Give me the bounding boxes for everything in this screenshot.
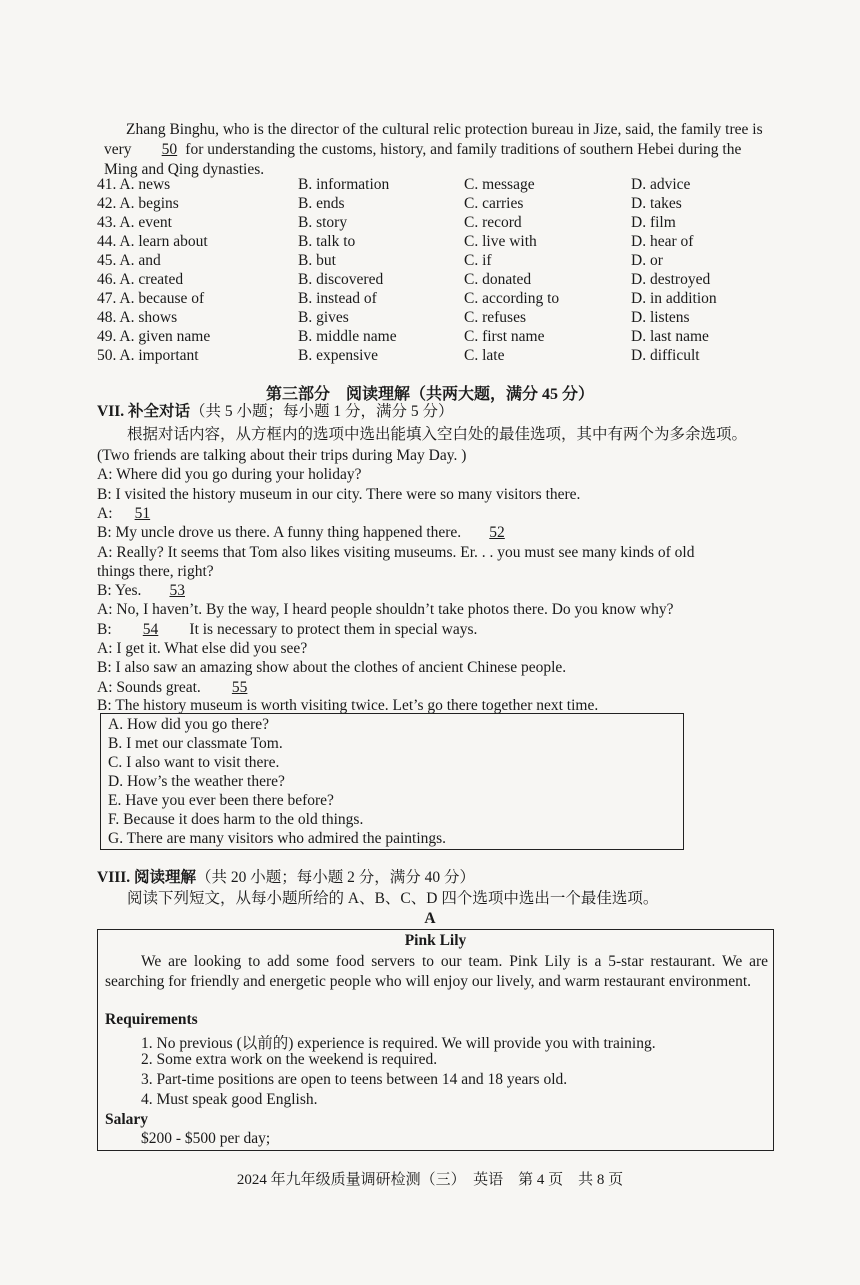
requirement-item: 1. No previous (以前的) experience is required. We will provide you with training. (141, 1035, 656, 1052)
choice-item: D. How’s the weather there? (108, 773, 285, 790)
option-row-47: 47. A. because of B. instead of C. according to D. in addition (97, 290, 717, 307)
dialogue-line: things there, right? (97, 563, 214, 580)
dialogue-line: B: The history museum is worth visiting twice. Let’s go there together next time. (97, 697, 599, 714)
dialogue-line: A: Where did you go during your holiday? (97, 466, 362, 483)
passage-text: Zhang Binghu, who is the director of the cultural relic protection bureau in Jize, said, the family tree is very (104, 121, 763, 158)
option-row-50: 50. A. important B. expensive C. late D. difficult (97, 347, 700, 364)
passage-text: for understanding the customs, history, and family traditions of southern Hebei during the Ming and Qing dynasties. (104, 141, 742, 178)
requirements-heading: Requirements (105, 1011, 198, 1028)
option-row-44: 44. A. learn about B. talk to C. live with D. hear of (97, 233, 694, 250)
blank-54: 54 (142, 621, 159, 638)
passage-label: A (424, 910, 436, 927)
dialogue-choices-box (100, 713, 684, 850)
sec8-instruction: 阅读下列短文，从每小题所给的 A、B、C、D 四个选项中选出一个最佳选项。 (127, 890, 659, 907)
choice-item: C. I also want to visit there. (108, 754, 280, 771)
option-row-42: 42. A. begins B. ends C. carries D. takes (97, 195, 682, 212)
option-row-48: 48. A. shows B. gives C. refuses D. listens (97, 309, 690, 326)
blank-55: 55 (231, 679, 248, 696)
option-row-46: 46. A. created B. discovered C. donated D. destroyed (97, 271, 711, 288)
choice-item: G. There are many visitors who admired the paintings. (108, 830, 447, 847)
ad-intro: We are looking to add some food servers to our team. Pink Lily is a 5-star restaurant. We are searching for friendly and energetic people who will enjoy our lively, and warm restaurant environment. (105, 953, 768, 990)
dialogue-line: A: Sounds great. 55 (97, 678, 797, 698)
dialogue-line: B: I also saw an amazing show about the clothes of ancient Chinese people. (97, 659, 567, 676)
page-footer: 2024 年九年级质量调研检测（三） 英语 第 4 页 共 8 页 (236, 1172, 624, 1188)
cloze-passage-end (104, 120, 774, 180)
requirement-item: 3. Part-time positions are open to teens between 14 and 18 years old. (141, 1071, 568, 1088)
dialogue-line: B: I visited the history museum in our city. There were so many visitors there. (97, 486, 581, 503)
sec8-heading: VIII. 阅读理解（共 20 小题；每小题 2 分，满分 40 分） (97, 869, 476, 886)
option-row-41: 41. A. news B. information C. message D. advice (97, 176, 691, 193)
blank-52: 52 (489, 524, 505, 541)
dialogue-line: A: Really? It seems that Tom also likes visiting museums. Er. . . you must see many kinds of old (97, 544, 695, 561)
option-row-45: 45. A. and B. but C. if D. or (97, 252, 663, 269)
salary-value: $200 - $500 per day; (141, 1130, 271, 1147)
sec7-heading: VII. 补全对话（共 5 小题；每小题 1 分，满分 5 分） (97, 403, 454, 420)
salary-heading: Salary (105, 1111, 149, 1128)
requirement-item: 2. Some extra work on the weekend is required. (141, 1051, 438, 1068)
part3-heading: 第三部分 阅读理解（共两大题，满分 45 分） (265, 386, 594, 403)
blank-50: 50 (161, 141, 178, 158)
dialogue-line: A: 51 (97, 504, 797, 524)
choice-item: F. Because it does harm to the old things. (108, 811, 364, 828)
cloze-options (97, 175, 787, 365)
option-row-49: 49. A. given name B. middle name C. first name D. last name (97, 328, 709, 345)
blank-53: 53 (169, 582, 185, 599)
option-row-43: 43. A. event B. story C. record D. film (97, 214, 676, 231)
choice-item: E. Have you ever been there before? (108, 792, 334, 809)
sec7-instruction: 根据对话内容，从方框内的选项中选出能填入空白处的最佳选项，其中有两个为多余选项。 (127, 426, 748, 443)
dialogue-line: B: Yes. 53 (97, 581, 797, 601)
dialogue-line: A: No, I haven’t. By the way, I heard people shouldn’t take photos there. Do you know why? (97, 601, 674, 618)
choice-item: A. How did you go there? (108, 716, 269, 733)
job-ad-box (97, 929, 774, 1151)
dialogue-context: (Two friends are talking about their trips during May Day. ) (97, 447, 467, 464)
ad-title: Pink Lily (404, 932, 467, 949)
choice-item: B. I met our classmate Tom. (108, 735, 283, 752)
dialogue-line: B: My uncle drove us there. A funny thing happened there. 52 (97, 523, 797, 543)
requirement-item: 4. Must speak good English. (141, 1091, 318, 1108)
dialogue-line: B: 54 It is necessary to protect them in special ways. (97, 621, 478, 638)
dialogue-line: A: I get it. What else did you see? (97, 640, 308, 657)
blank-51: 51 (134, 505, 151, 522)
